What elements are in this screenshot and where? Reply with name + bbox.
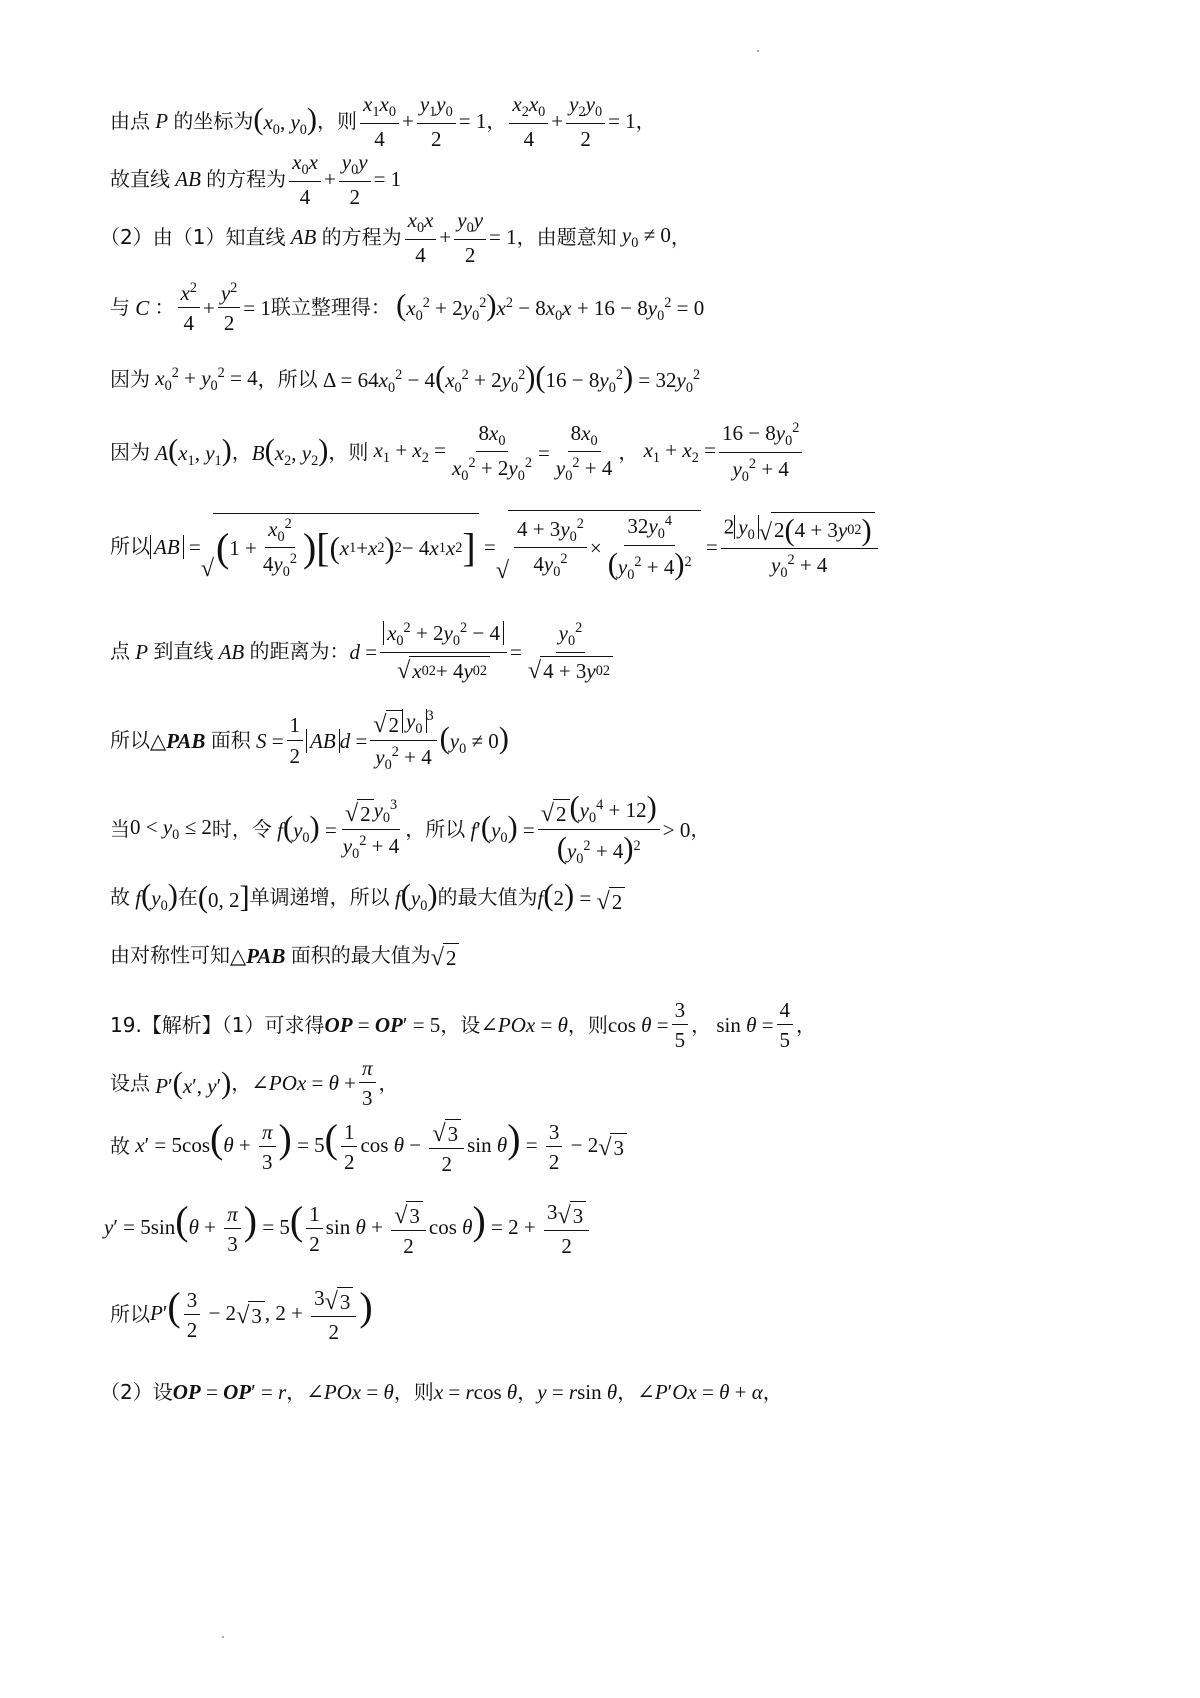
solution-line-14: 设点 P′(x′, y′) ， ∠POx = θ + $\frac{\pi}{3}$ ， [110,1056,399,1111]
text: ， [796,1012,817,1037]
solution-line-5: 因为 $x_0^2 + y_0^2 = 4$ ，所以 $\Delta = 64x_0^2 - 4(x_0^2 + 2y_0^2)(16 - 8y_0^2) = 32y_0^2$ [110,360,701,397]
text: 故 [110,1134,130,1159]
solution-line-4: 与 C ： $\frac{x^2}{4}$ + $\frac{y^2}{2}$ = 1 联立整理得： $(x_0^2 + 2y_0^2)x^2 - 8x_0x + 16 - 8y_0^2 = 0$ [110,280,705,336]
solution-line-2: 故直线 AB 的方程为 $\frac{x_0x}{4}$ + $\frac{y_0y}{2}$ = 1 [110,150,402,209]
text: ， [231,1070,252,1095]
text: ， [231,440,252,465]
solution-line-11: 故 $f(y_0)$ 在 (0, 2] 单调递增，所以 $f(y_0)$ 的最大值为 f(2) = √ 2 [110,880,625,915]
text: 到直线 [153,639,214,664]
text: 因为 [110,366,150,391]
text: 联立整理得： [270,295,391,320]
text: 面积的最大值为 [290,943,431,968]
text: ，则 [567,1012,608,1037]
text: 所以 [110,534,150,559]
text: 的距离为： [249,639,350,664]
text: 故 [110,884,130,909]
text: 因为 [110,440,150,465]
text: 在 [177,884,198,909]
text: ， [286,1379,307,1404]
text: ， [517,1379,538,1404]
text: ， [618,440,639,465]
text: 的最大值为 [437,884,538,909]
text: 时，令 [211,817,272,842]
solution-line-16: y′ = 5sin(θ + $\frac{\pi}{3}$ ) = 5( $\frac{1}{2}$ sin θ + √ 3 2 cos θ) = 2 + 3 √ 3 2 [104,1200,592,1258]
text: 所以 [110,728,150,753]
text: 所以 [110,1302,150,1327]
text: ： [154,295,175,320]
text: 的方程为 [206,166,287,191]
text: 面积 [210,728,251,753]
text: ，则 [393,1379,434,1404]
text: 由对称性可知 [110,943,230,968]
text: ， [762,1379,783,1404]
text: ，则 [328,440,369,465]
text: 的坐标为 [173,108,254,133]
text: ， [617,1379,638,1404]
scan-speck [757,50,759,52]
solution-line-17: 所以 P′( $\frac{3}{2}$ − 2 √ 3 , 2 + 3 √ 3 2 ) [110,1283,373,1344]
text: 当 [110,817,130,842]
solution-line-3: （2）由（1）知直线 AB 的方程为 $\frac{x_0x}{4}$ + $\frac{y_0y}{2}$ = 1 ，由题意知 $y_0 \ne 0$ ， [100,208,691,267]
text: 的方程为 [321,224,402,249]
text: 故直线 [110,166,170,191]
text: ，所以 [405,817,466,842]
text: 设点 [110,1070,150,1095]
solution-line-1: 由点 P 的坐标为 ($x_0$, $y_0$) ，则 $\frac{x_1x_0}{4}$ + $\frac{y_1y_0}{2}$ = 1 ， $\frac{x_2x_0}{4}$ + $\frac{y_2y_0}{2}$ = 1 ， [110,92,656,151]
text: 19.【解析】（1）可求得 [110,1012,325,1037]
solution-line-15: 故 x′ = 5cos(θ + $\frac{\pi}{3}$ ) = 5( $\frac{1}{2}$ cos θ − √ 3 2 sin θ) = $\frac{3}{2}$ − 2 √ 3 [110,1118,627,1176]
text: ，则 [317,108,358,133]
text: ，所以 [257,366,318,391]
scan-speck [222,1636,224,1638]
text: （2）设 [100,1379,173,1404]
solution-line-13: 19.【解析】（1）可求得 OP = OP′ = 5 ，设 ∠POx = θ ，则 cos θ = $\frac{3}{5}$ ， sin θ = $\frac{4}{5}$ ， [110,998,817,1053]
text: ， [690,817,711,842]
text: 单调递增，所以 [249,884,390,909]
solution-line-7: 所以 AB = √ ( 1 + $\frac{x_0^2}{4y_0^2}$ ) [ ( x 1 + x 2 ) 2 − 4 x 1 x 2 ] = √ $\frac{4 + 3y_0^2}{4y_0^2}$ × $\frac{32y_0^4}{(y_0^2 + 4)^2}$ = 2 $y_0$ √ 2 ( 4 + 3 y 0 2 ) $y_0^2 + 4$ [110,510,881,583]
text: 与 [110,295,130,320]
solution-line-8: 点 P 到直线 AB 的距离为： d = $x_0^2 + 2y_0^2 - 4$ √ x 0 2 + 4 y 0 2 = $y_0^2$ √ 4 + 3 y 0 2 [110,620,619,683]
solution-line-6: 因为 $A(x_1$, $y_1$) ， $B(x_2$, $y_2$) ，则 $x_1 + x_2$ = $\frac{8x_0}{x_0^2 + 2y_0^2}$ = $\frac{8x_0}{y_0^2 + 4}$ ， $x_1 + x_2$ = $\frac{16 - 8y_0^2}{y_0^2 + 4}$ [110,420,805,485]
solution-line-18: （2）设 OP = OP′ = r ， ∠POx = θ ，则 x = rcos θ ， y = rsin θ ， ∠P′Ox = θ + α ， [100,1379,783,1404]
text: 点 [110,639,130,664]
text: 由点 [110,108,150,133]
text: ，由题意知 [516,224,617,249]
text: （2）由（1）知直线 [100,224,286,249]
text: ， [486,108,507,133]
solution-line-10: 当 $0 < y_0 \le 2$ 时，令 $f(y_0)$ = √ 2 $y_0^3$ $y_0^2 + 4$ ，所以 $f'(y_0)$ = √ 2 $(y_0^4 + 12)$ $(y_0^2 + 4)^2$ > 0 ， [110,790,711,867]
text: ，设 [440,1012,481,1037]
text: ， [635,108,656,133]
solution-line-9: 所以 △PAB 面积 S = $\frac{1}{2}$ AB d = √ 2 $y_0^3$ $y_0^2 + 4$ $(y_0 \ne 0)$ [110,708,509,773]
solution-line-12: 由对称性可知 △PAB 面积的最大值为 √ 2 [110,942,459,970]
